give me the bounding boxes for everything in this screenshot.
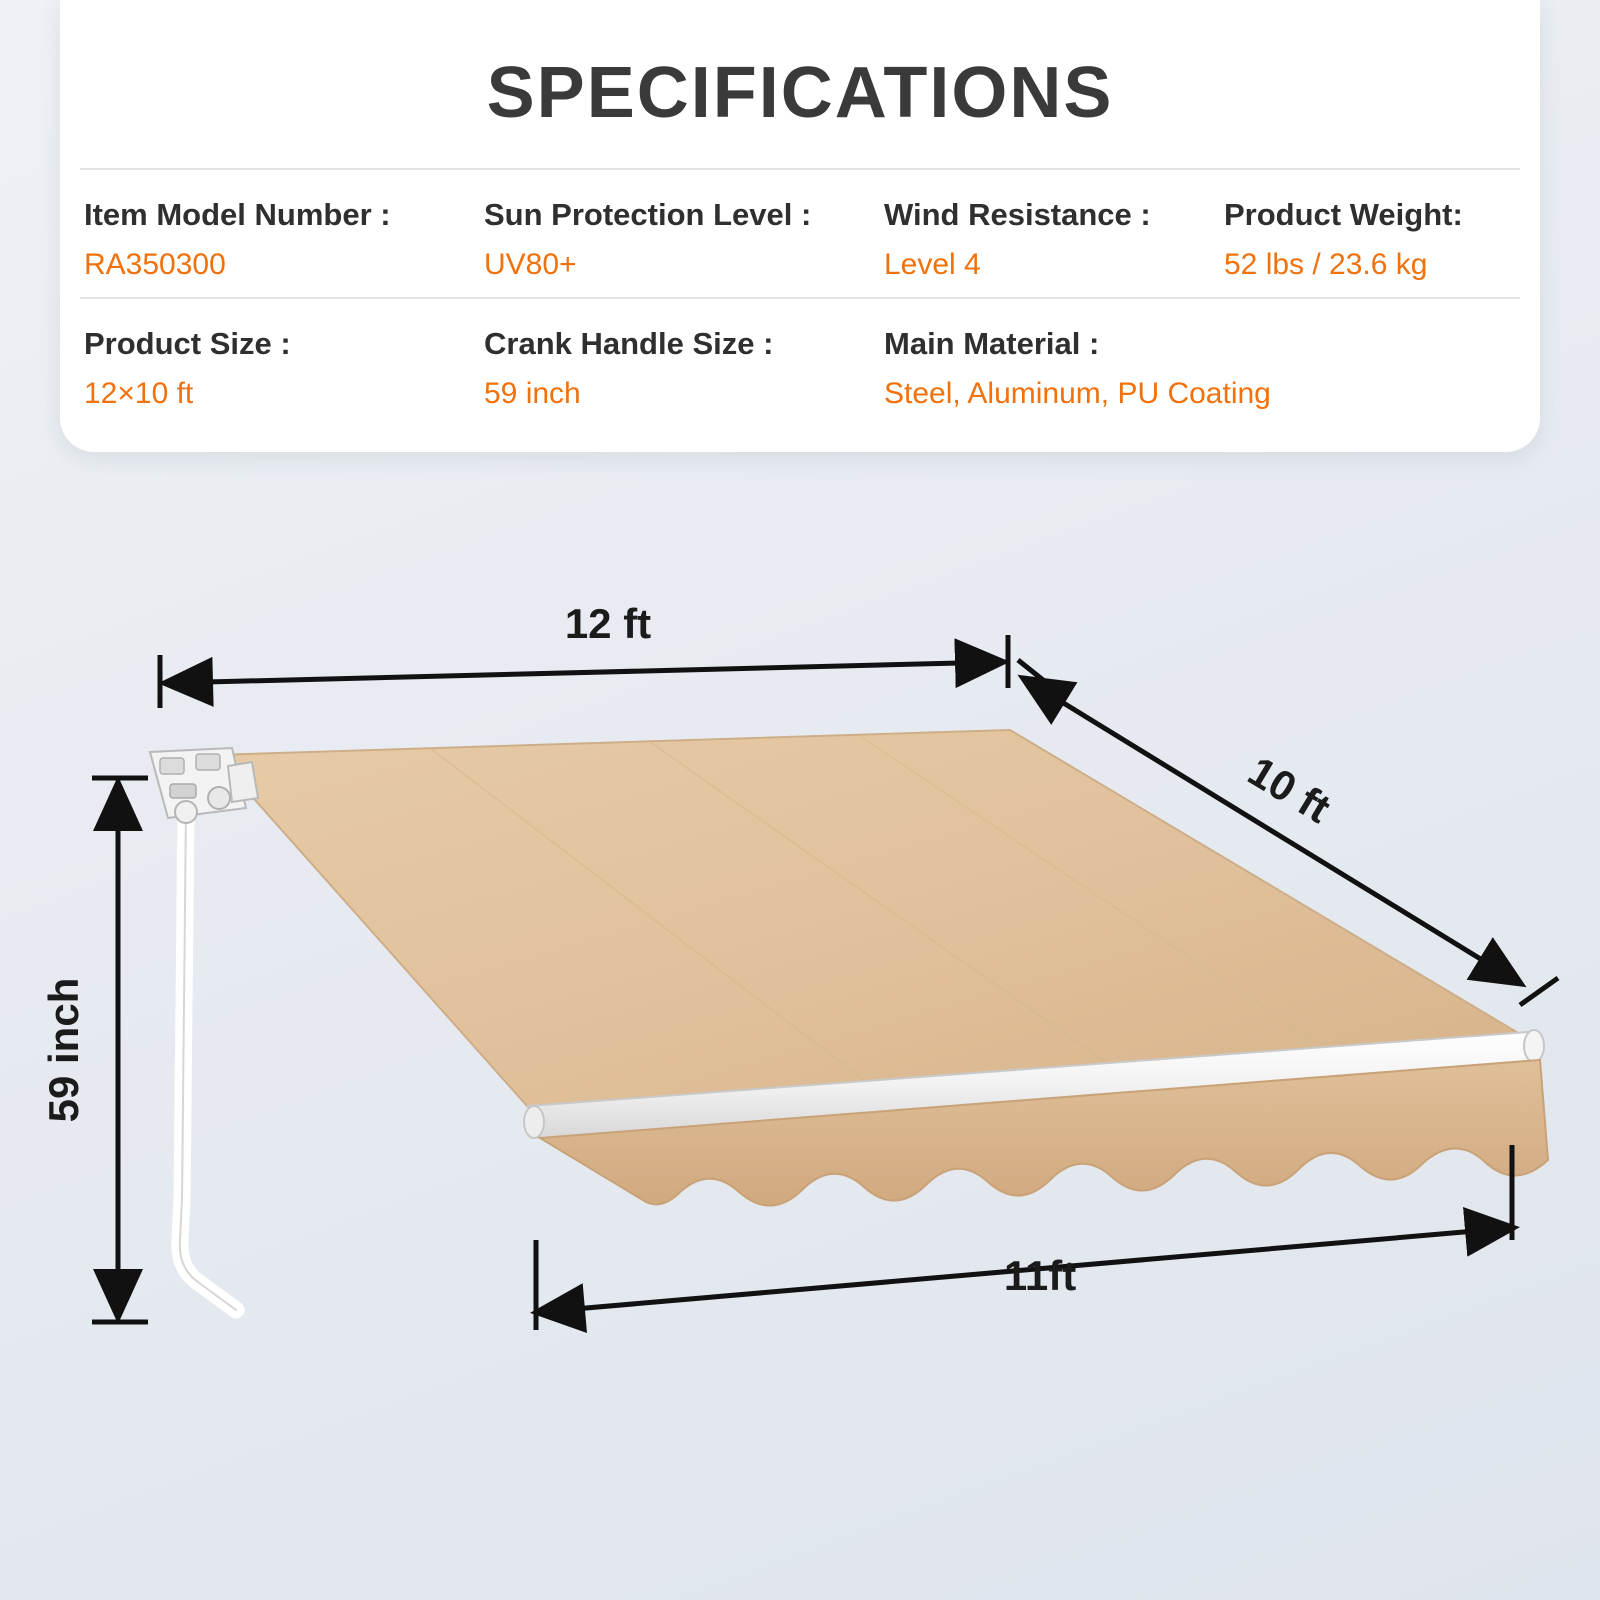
spec-value: Steel, Aluminum, PU Coating <box>884 376 1271 410</box>
spec-row-1 <box>60 170 1540 297</box>
torsion-bar <box>228 762 258 802</box>
bracket-bolt <box>160 758 184 774</box>
spec-value: Level 4 <box>884 247 981 281</box>
bracket-pivot <box>208 787 230 809</box>
extension-line <box>1520 978 1558 1005</box>
spec-item-model-number <box>60 194 460 287</box>
page-title: SPECIFICATIONS <box>486 53 1114 133</box>
dimension-arrow <box>168 662 1000 683</box>
spec-value: UV80+ <box>484 247 577 281</box>
spec-value: 59 inch <box>484 376 581 410</box>
mounting-assembly <box>150 748 258 1310</box>
spec-item-product-weight <box>1200 194 1540 287</box>
bar-end-cap-right <box>1524 1030 1544 1062</box>
spec-item-wind-resistance <box>860 194 1200 287</box>
spec-item-sun-protection <box>460 194 860 287</box>
spec-label: Crank Handle Size : <box>484 325 774 361</box>
crank-joint <box>175 801 197 823</box>
dimension-label-crank-height: 59 inch <box>40 977 87 1123</box>
spec-item-crank-handle-size <box>460 323 860 416</box>
spec-label: Main Material : <box>884 325 1100 361</box>
dimension-width-top <box>160 600 1008 708</box>
bracket-bolt <box>170 784 196 798</box>
spec-value: 12×10 ft <box>84 376 194 410</box>
bracket-bolt <box>196 754 220 770</box>
spec-label: Sun Protection Level : <box>484 197 812 232</box>
spec-item-main-material <box>860 323 1460 416</box>
spec-value: 52 lbs / 23.6 kg <box>1224 247 1428 281</box>
crank-handle-rod <box>180 808 236 1310</box>
awning-diagram <box>0 540 1600 1600</box>
spec-label: Product Size : <box>84 325 291 361</box>
spec-label: Product Weight: <box>1224 197 1463 232</box>
spec-label: Item Model Number : <box>84 197 391 232</box>
dimension-crank-height <box>40 778 148 1322</box>
dimension-label-width-top: 12 ft <box>564 600 652 647</box>
dimension-label-projection: 10 ft <box>1240 747 1339 832</box>
spec-item-product-size <box>60 323 460 416</box>
spec-row-2 <box>60 299 1540 426</box>
spec-value: RA350300 <box>84 247 226 281</box>
specifications-card <box>60 0 1540 452</box>
dimension-label-front-bar: 11ft <box>1003 1252 1077 1299</box>
bar-end-cap-left <box>524 1106 544 1138</box>
awning-canopy <box>215 730 1548 1206</box>
spec-label: Wind Resistance : <box>884 197 1151 232</box>
